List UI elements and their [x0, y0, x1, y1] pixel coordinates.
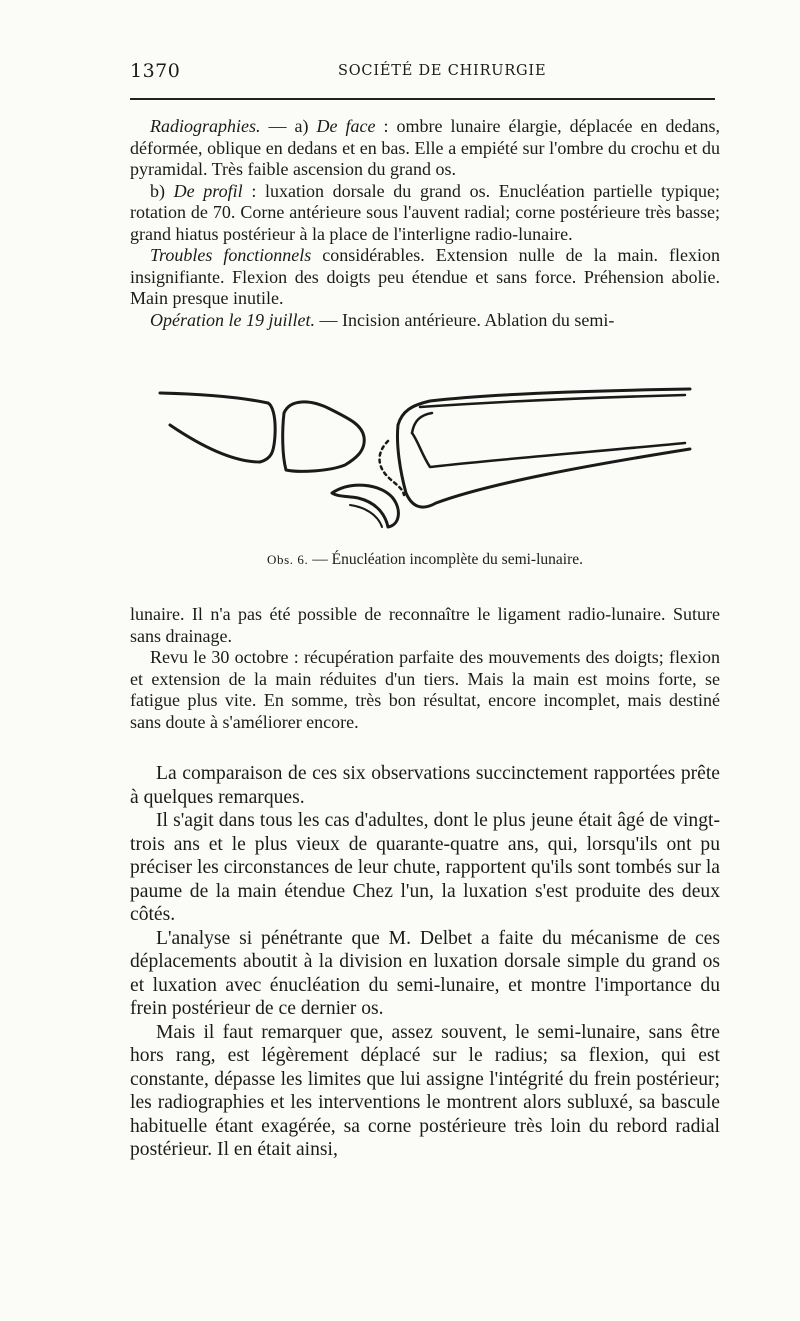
figure-caption: [130, 551, 720, 569]
observation-text-bottom: [130, 604, 720, 733]
operation-label: Opération le 19 juillet.: [150, 309, 315, 330]
troubles-paragraph: [130, 245, 720, 310]
main-text: [130, 762, 720, 1162]
page-number: 1370: [130, 60, 181, 82]
body-paragraph-4: Mais il faut remarquer que, assez souvent, le semi-lunaire, sans être hors rang, est légèrement déplacé sur le radius; sa flexion, qui est constante, dépasse les limites que lui assigne l'intégrité du frein postérieur; les radiographies et les interventions le montrent alors subluxé, sa bascule habituelle étant exagérée, sa corne postérieure très loin du rebord radial postérieur. Il en était ainsi,: [130, 1021, 720, 1160]
wrist-bones-illustration: [150, 385, 710, 545]
page-header: [130, 60, 720, 90]
profil-prefix: b): [150, 180, 174, 201]
body-paragraph-2: Il s'agit dans tous les cas d'adultes, dont le plus jeune était âgé de vingt-trois ans et le plus vieux de quarante-quatre ans, qui, lorsqu'ils ont pu préciser les circonstances de leur chute, rapportent qu'ils sont tombés sur la paume de la main étendue Chez l'un, la luxation s'est produite des deux côtés.: [130, 810, 720, 925]
operation-text: — Incision antérieure. Ablation du semi-: [314, 309, 615, 330]
caption-text: — Énucléation incomplète du semi-lunaire.: [308, 551, 584, 568]
troubles-label: Troubles fonctionnels: [150, 245, 312, 265]
revu-paragraph: Revu le 30 octobre : récupération parfaite des mouvements des doigts; flexion et extension de la main réduites d'un tiers. Mais la main est moins forte, se fatigue plus vite. En somme, très bon résultat, encore incomplet, mais destiné sans doute à s'améliorer encore.: [130, 647, 720, 732]
caption-prefix: Obs. 6.: [266, 552, 309, 567]
body-paragraph-3: L'analyse si pénétrante que M. Delbet a faite du mécanisme de ces déplacements aboutit à la division en luxation dorsale simple du grand os et luxation avec énucléation du semi-lunaire, et montre l'importance du frein postérieur de ce dernier os.: [130, 927, 720, 1019]
radiographies-dash: — a): [260, 116, 317, 136]
troubles-text: considérables. Extension nulle de la main. flexion insignifiante. Flexion des doigts peu étendue et sans force. Préhension abolie. Main presque inutile.: [130, 245, 720, 308]
profil-text: : luxation dorsale du grand os. Enucléation partielle typique; rotation de 70. Corne antérieure sous l'auvent radial; corne postérieure très basse; grand hiatus postérieur à la place de l'interligne radio-lunaire.: [130, 180, 720, 244]
face-label: De face: [316, 116, 376, 136]
running-head: SOCIÉTÉ DE CHIRURGIE: [338, 63, 547, 79]
continuation-paragraph: lunaire. Il n'a pas été possible de reconnaître le ligament radio-lunaire. Suture sans drainage.: [130, 604, 720, 646]
observation-text-top: [130, 116, 720, 331]
operation-paragraph: [130, 310, 720, 332]
profil-paragraph: [130, 181, 720, 246]
anatomical-figure: [150, 385, 710, 545]
header-rule: [130, 98, 715, 100]
body-paragraph-1: La comparaison de ces six observations succinctement rapportées prête à quelques remarques.: [130, 763, 720, 808]
profil-label: De profil: [173, 180, 243, 201]
face-text: : ombre lunaire élargie, déplacée en dedans, déformée, oblique en dedans et en bas. Elle a empiété sur l'ombre du crochu et du pyramidal. Très faible ascension du grand os.: [130, 116, 721, 179]
radiographies-paragraph: [130, 116, 720, 181]
radiographies-label: Radiographies.: [150, 116, 261, 136]
